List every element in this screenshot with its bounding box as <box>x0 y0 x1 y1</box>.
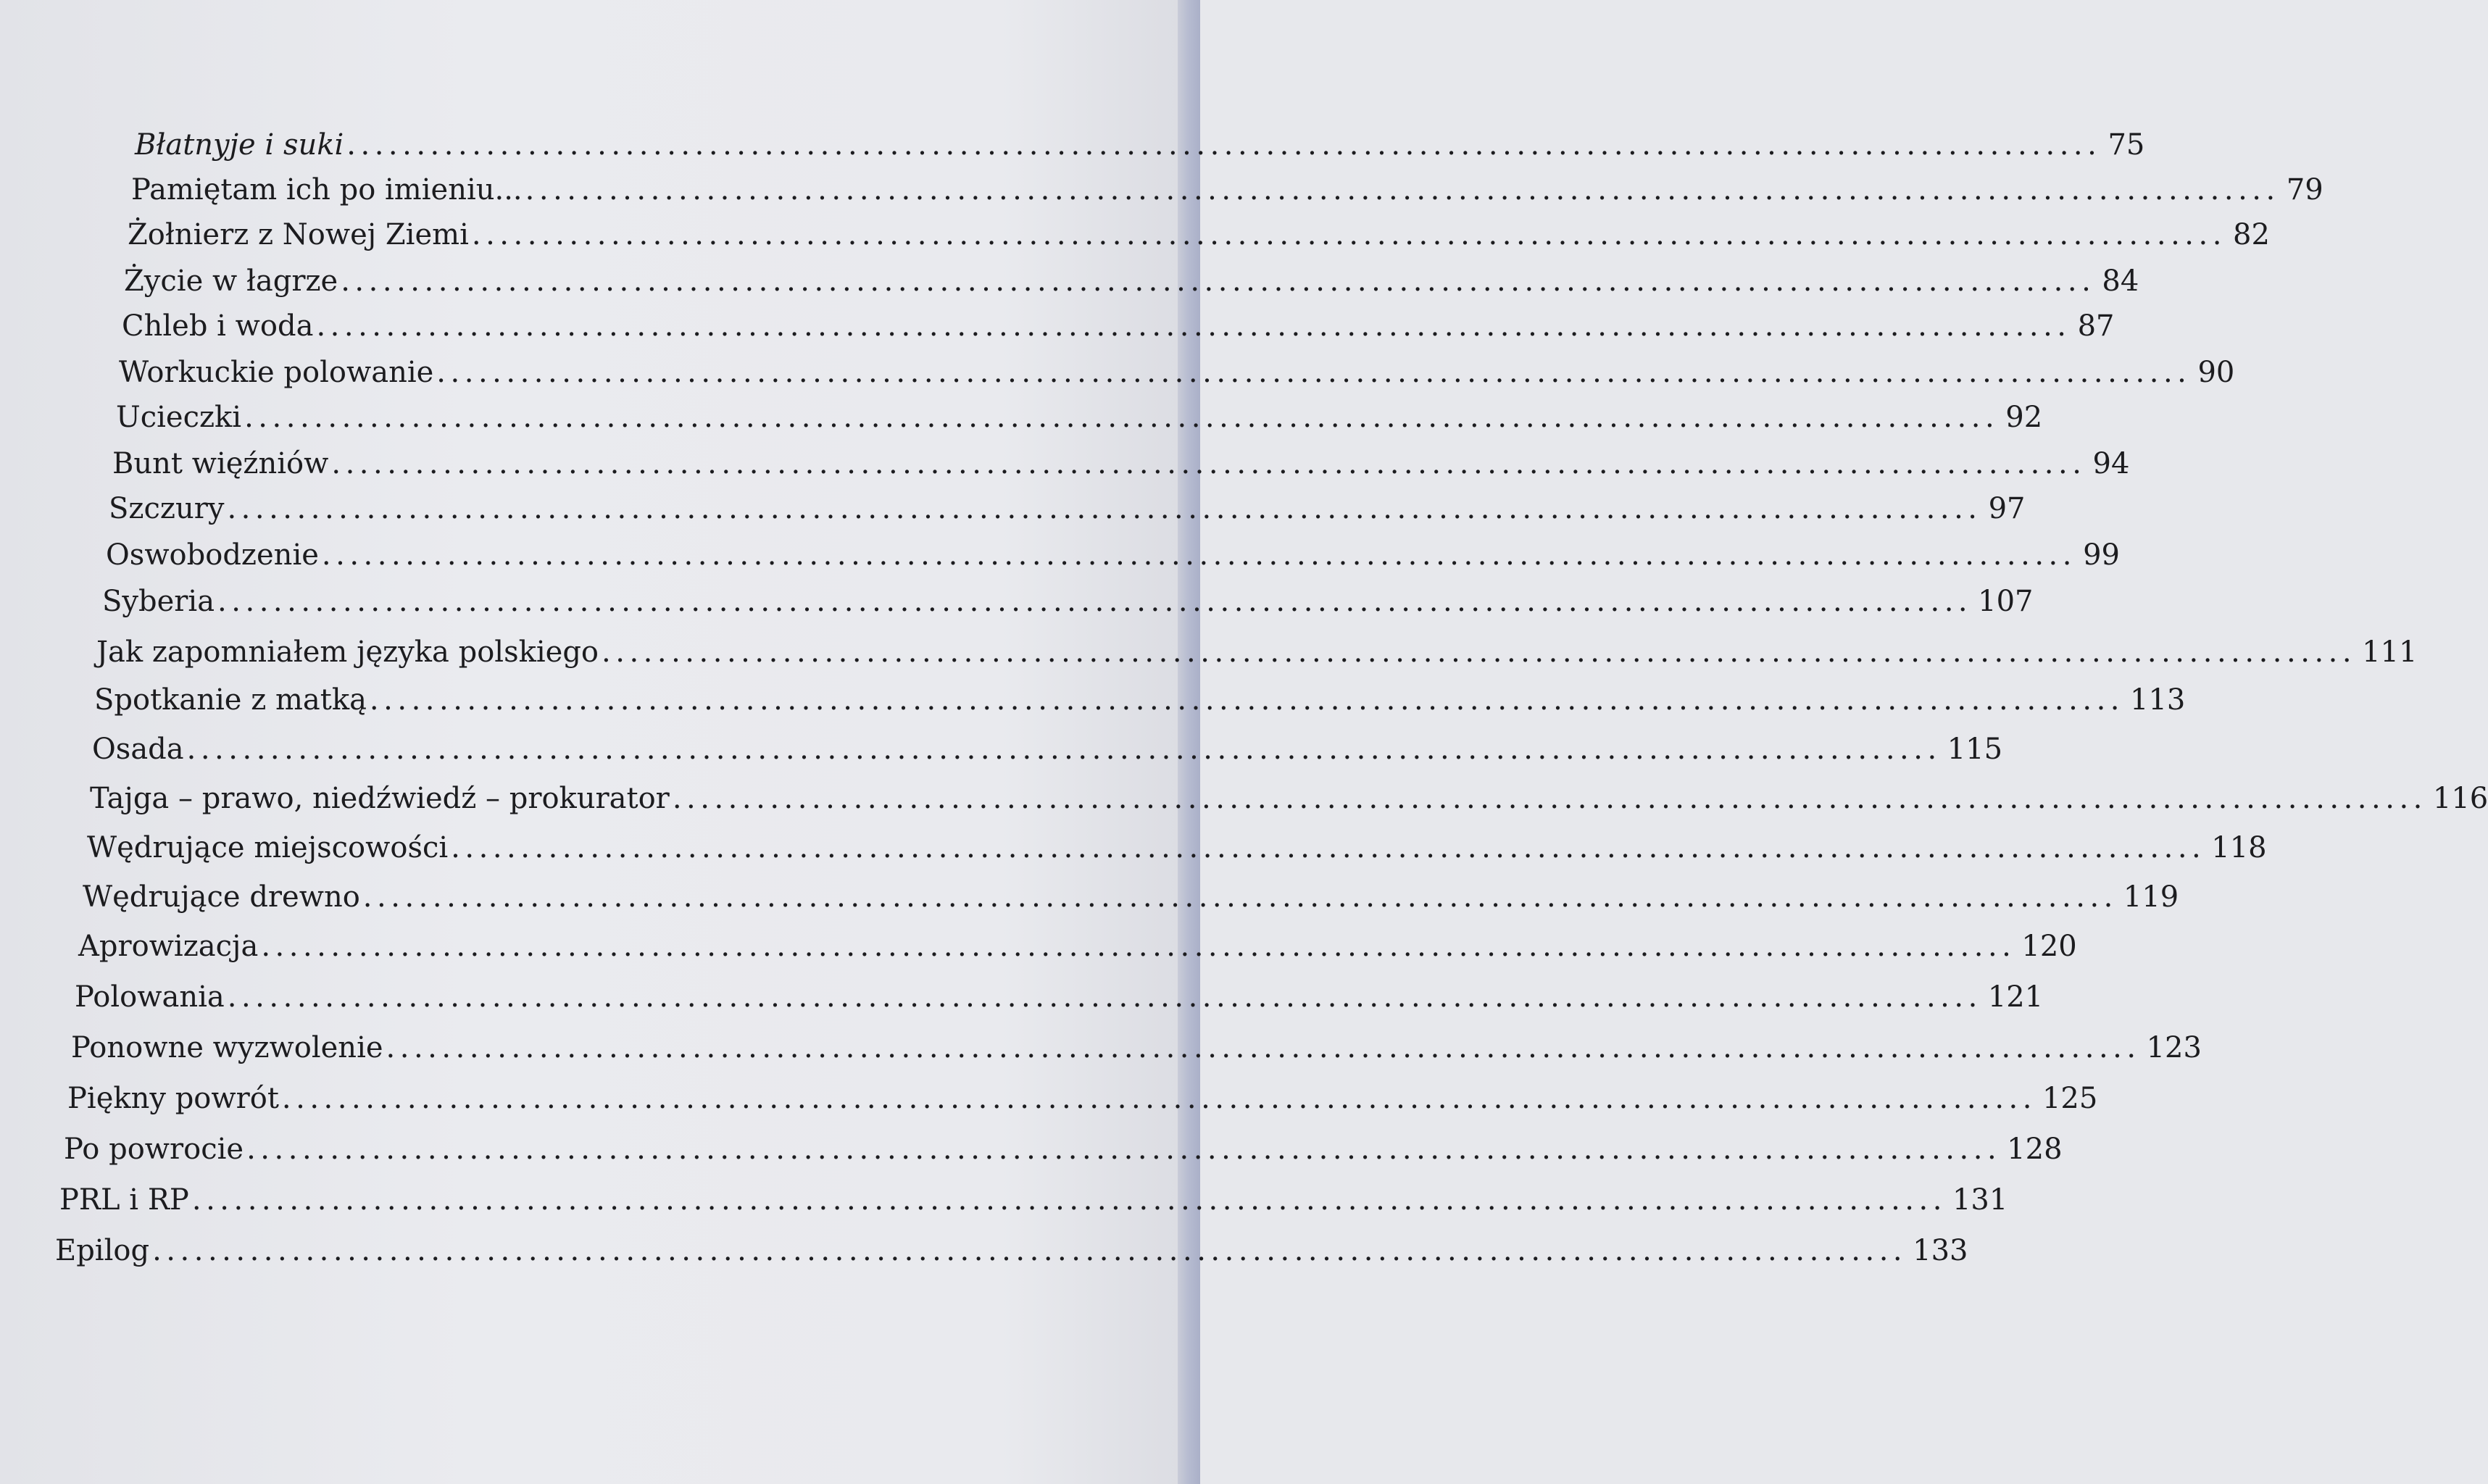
leader-dots: .............................................................................................................................. <box>331 447 2086 480</box>
toc-entry <box>128 217 2270 252</box>
leader-dots: .............................................................................................................................. <box>451 831 2206 864</box>
toc-entry-page: 119 <box>2123 880 2179 914</box>
toc-entry-title: Żołnierz z Nowej Ziemi <box>128 218 469 251</box>
toc-entry <box>119 355 2235 390</box>
toc-entry-title: Szczury <box>109 492 225 525</box>
leader-dots: .............................................................................................................................. <box>261 930 2016 963</box>
toc-entry-title: Ucieczki <box>116 401 242 434</box>
toc-entry <box>83 880 2179 914</box>
leader-dots: .............................................................................................................................. <box>321 538 2076 572</box>
toc-entry-title: Osada <box>92 733 184 766</box>
leader-dots: .............................................................................................................................. <box>369 683 2124 717</box>
toc-entry-page: 115 <box>1947 733 2003 766</box>
leader-dots: .............................................................................................................................. <box>186 733 1942 766</box>
leader-dots: .............................................................................................................................. <box>602 635 2357 669</box>
toc-entry-page: 113 <box>2130 683 2186 717</box>
toc-entry <box>124 264 2139 299</box>
toc-entry-page: 92 <box>2005 401 2043 434</box>
toc-entry-title: Pamiętam ich po imieniu... <box>131 173 523 207</box>
toc-entry-title: Życie w łagrze <box>124 264 338 298</box>
toc-entry-page: 111 <box>2362 635 2418 669</box>
toc-entry <box>112 446 2130 481</box>
toc-entry <box>122 309 2115 343</box>
toc-entry-page: 123 <box>2146 1031 2202 1064</box>
toc-entry-title: Spotkanie z matką <box>94 683 367 717</box>
leader-dots: .............................................................................................................................. <box>191 1183 1947 1217</box>
toc-entry-title: Ponowne wyzwolenie <box>71 1031 383 1064</box>
toc-entry <box>87 830 2267 865</box>
leader-dots: .............................................................................................................................. <box>227 492 1982 525</box>
toc-entry-page: 79 <box>2286 173 2323 207</box>
leader-dots: .............................................................................................................................. <box>341 264 2096 298</box>
toc-entry-page: 133 <box>1913 1234 1968 1267</box>
toc-entry <box>109 491 2026 526</box>
toc-entry-page: 116 <box>2432 782 2488 815</box>
leader-dots: .............................................................................................................................. <box>246 1133 2002 1166</box>
toc-entry <box>94 683 2186 717</box>
toc-entry <box>96 635 2418 670</box>
toc-entry-title: Epilog <box>55 1234 150 1267</box>
leader-dots: .............................................................................................................................. <box>217 585 1973 618</box>
toc-entry <box>131 172 2323 207</box>
toc-entry-title: Błatnyje i suki <box>135 128 344 162</box>
leader-dots: .............................................................................................................................. <box>362 880 2118 914</box>
toc-entry <box>75 980 2044 1014</box>
leader-dots: .............................................................................................................................. <box>227 980 1982 1014</box>
toc-entry-page: 118 <box>2211 831 2267 864</box>
toc-entry-title: Syberia <box>102 585 215 618</box>
toc-entry-page: 75 <box>2108 128 2145 162</box>
toc-entry-title: Chleb i woda <box>122 309 314 343</box>
toc-entry-title: Bunt więźniów <box>112 447 329 480</box>
toc-entry-page: 121 <box>1987 980 2044 1014</box>
toc-entry-page: 128 <box>2007 1133 2063 1166</box>
toc-entry-title: Piękny powrót <box>67 1082 279 1115</box>
toc-entry-page: 99 <box>2083 538 2120 572</box>
leader-dots: .............................................................................................................................. <box>436 356 2192 389</box>
toc-entry <box>102 584 2034 619</box>
toc-entry <box>59 1183 2008 1217</box>
leader-dots: .............................................................................................................................. <box>152 1234 1907 1267</box>
toc-entry <box>92 732 2003 767</box>
toc-entry-title: Polowania <box>75 980 225 1014</box>
toc-entry-page: 84 <box>2102 264 2139 298</box>
toc-entry <box>64 1132 2063 1167</box>
leader-dots: .............................................................................................................................. <box>316 309 2071 343</box>
toc-entry-title: Oswobodzenie <box>106 538 319 572</box>
leader-dots: .............................................................................................................................. <box>244 401 2000 434</box>
toc-entry-page: 131 <box>1952 1183 2008 1217</box>
leader-dots: .............................................................................................................................. <box>525 173 2280 207</box>
toc-entry-title: Jak zapomniałem języka polskiego <box>96 635 599 669</box>
leader-dots: .............................................................................................................................. <box>281 1082 2036 1115</box>
toc-entry-title: Po powrocie <box>64 1133 244 1166</box>
toc-entry <box>90 781 2488 816</box>
leader-dots: .............................................................................................................................. <box>672 782 2427 815</box>
toc-entry-page: 90 <box>2197 356 2235 389</box>
toc-entry <box>78 929 2077 964</box>
toc-entry-title: Aprowizacja <box>78 930 259 963</box>
leader-dots: .............................................................................................................................. <box>386 1031 2141 1064</box>
toc-entry-page: 87 <box>2077 309 2115 343</box>
toc-entry-page: 94 <box>2092 447 2130 480</box>
toc-entry-page: 120 <box>2021 930 2077 963</box>
toc-entry-page: 97 <box>1988 492 2026 525</box>
toc-entry-title: Wędrujące drewno <box>83 880 360 914</box>
toc-entry-title: PRL i RP <box>59 1183 189 1217</box>
toc-entry-title: Tajga – prawo, niedźwiedź – prokurator <box>90 782 670 815</box>
toc-entry-title: Wędrujące miejscowości <box>87 831 449 864</box>
leader-dots: .............................................................................................................................. <box>346 128 2102 162</box>
toc-entry <box>71 1030 2202 1065</box>
toc-entry <box>55 1233 1968 1268</box>
toc-entry <box>135 128 2145 162</box>
leader-dots: .............................................................................................................................. <box>471 218 2226 251</box>
toc-entry <box>67 1081 2098 1116</box>
toc-entry-title: Workuckie polowanie <box>119 356 434 389</box>
toc-entry-page: 125 <box>2042 1082 2098 1115</box>
toc-entry-page: 82 <box>2233 218 2270 251</box>
toc-entry <box>106 538 2120 572</box>
toc-entry-page: 107 <box>1978 585 2034 618</box>
toc-entry <box>116 400 2043 435</box>
